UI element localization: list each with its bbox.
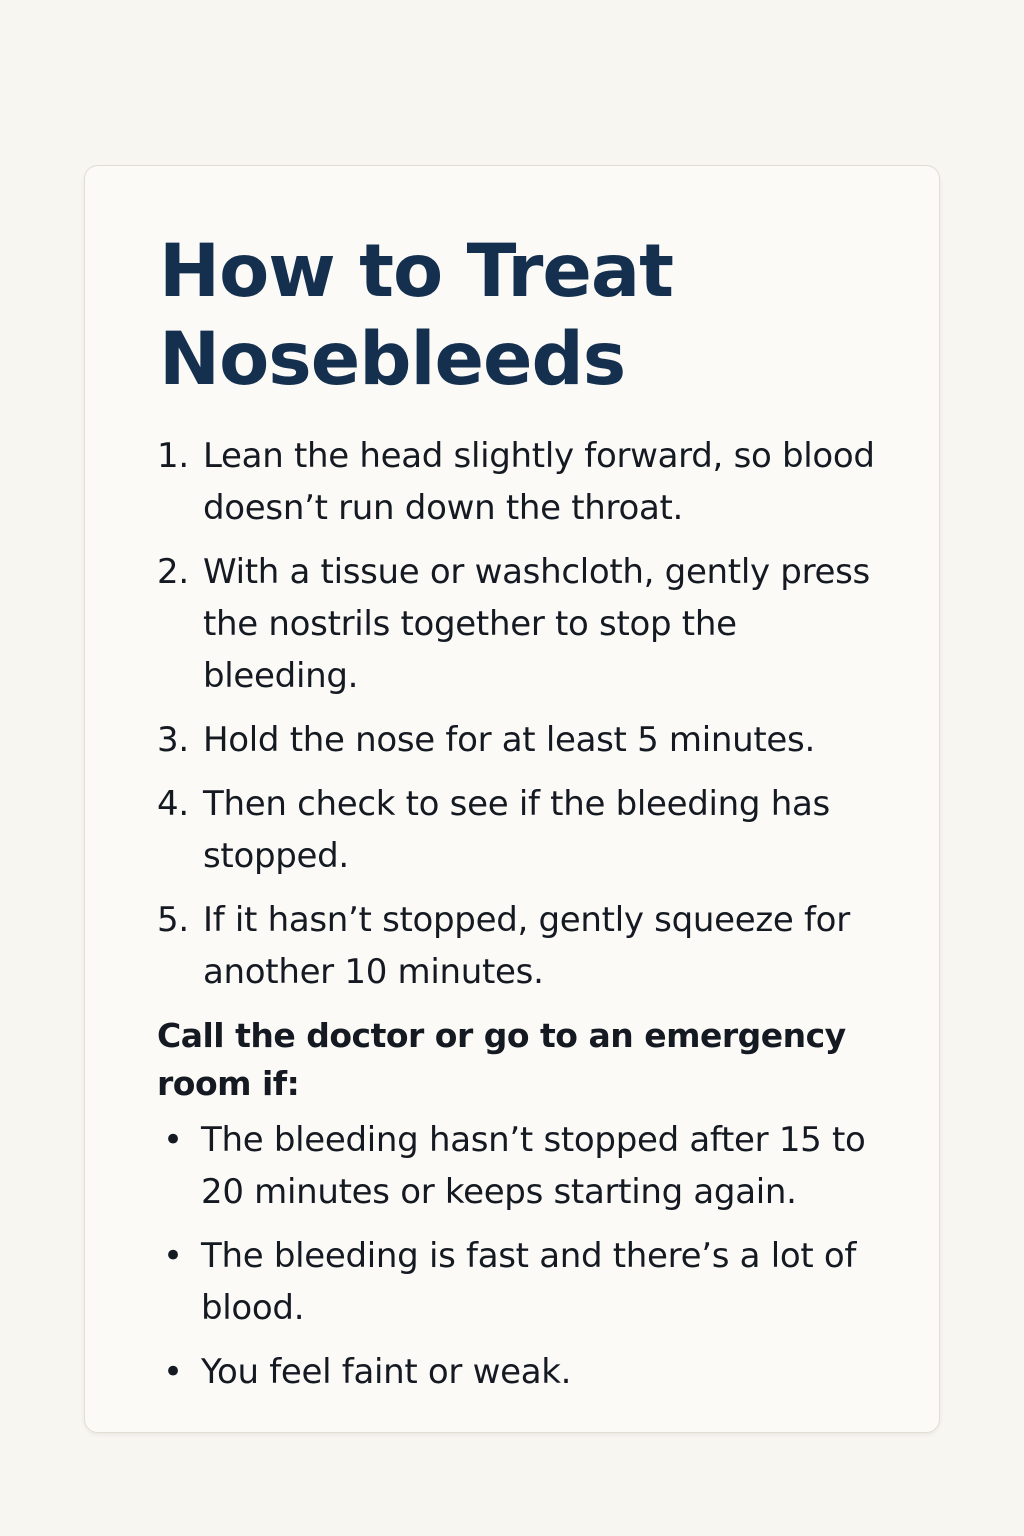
step-item-2 — [157, 546, 877, 702]
call-doctor-heading: Call the doctor or go to an emergency room if: — [157, 1016, 846, 1103]
step-number: 5. — [157, 900, 189, 940]
step-item-5 — [157, 894, 877, 998]
warning-item-1 — [157, 1114, 887, 1218]
step-text: Then check to see if the bleeding has stopped. — [203, 784, 830, 876]
warning-text: The bleeding hasn’t stopped after 15 to 20 minutes or keeps starting again. — [201, 1120, 866, 1212]
step-number: 3. — [157, 720, 189, 760]
step-item-3 — [157, 714, 877, 766]
warning-list — [157, 1114, 887, 1410]
step-text: Lean the head slightly forward, so blood doesn’t run down the throat. — [203, 436, 875, 528]
bullet-icon: • — [163, 1120, 183, 1160]
step-text: Hold the nose for at least 5 minutes. — [203, 720, 815, 760]
step-number: 4. — [157, 784, 189, 824]
step-text: With a tissue or washcloth, gently press the nostrils together to stop the bleeding. — [203, 552, 870, 696]
warning-item-3 — [157, 1346, 887, 1398]
step-number: 1. — [157, 436, 189, 476]
step-item-1 — [157, 430, 877, 534]
bullet-icon: • — [163, 1352, 183, 1392]
warning-text: You feel faint or weak. — [201, 1352, 572, 1392]
bullet-icon: • — [163, 1236, 183, 1276]
warning-text: The bleeding is fast and there’s a lot of blood. — [201, 1236, 857, 1328]
step-number: 2. — [157, 552, 189, 592]
steps-list — [157, 430, 877, 1010]
step-item-4 — [157, 778, 877, 882]
instruction-card — [84, 165, 940, 1433]
page-title: How to Treat Nosebleeds — [159, 229, 674, 402]
step-text: If it hasn’t stopped, gently squeeze for another 10 minutes. — [203, 900, 850, 992]
warning-item-2 — [157, 1230, 887, 1334]
